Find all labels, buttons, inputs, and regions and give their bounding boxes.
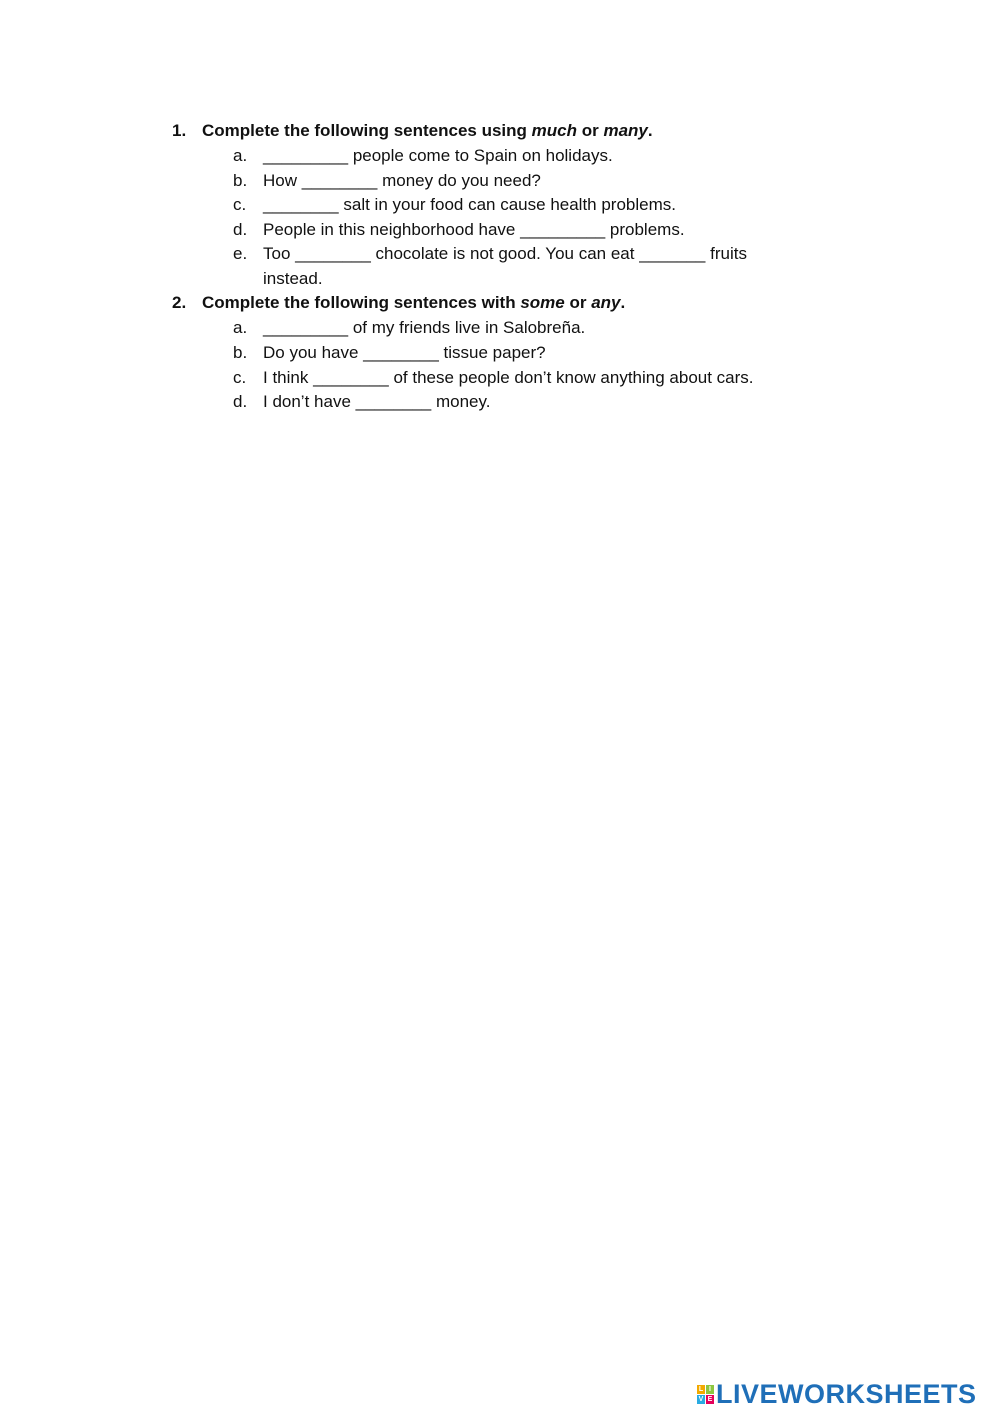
item-text: Do you have ________ tissue paper?	[263, 343, 546, 362]
liveworksheets-logo	[697, 1378, 977, 1410]
item-letter: d.	[233, 392, 248, 411]
exercise-1-item-b	[233, 169, 803, 194]
item-letter: d.	[233, 220, 248, 239]
exercise-1-item-a	[233, 144, 803, 169]
item-letter: b.	[233, 343, 248, 362]
exercise-1-connector: or	[577, 121, 604, 140]
exercise-2-word-any: any	[591, 293, 621, 312]
item-letter: c.	[233, 195, 247, 214]
exercise-1-item-c	[233, 193, 803, 218]
exercise-2-item-d	[233, 390, 803, 415]
item-text: _________ people come to Spain on holidays.	[263, 146, 613, 165]
exercise-2-prompt: Complete the following sentences with	[202, 293, 521, 312]
item-text: ________ salt in your food can cause health problems.	[263, 195, 676, 214]
item-text: Too ________ chocolate is not good. You can eat _______ fruits instead.	[263, 244, 747, 288]
liveworksheets-logo-icon	[697, 1385, 714, 1404]
item-letter: a.	[233, 318, 248, 337]
item-letter: e.	[233, 244, 248, 263]
exercise-2-number: 2.	[172, 293, 187, 312]
item-letter: c.	[233, 368, 247, 387]
exercise-1-word-much: much	[531, 121, 577, 140]
exercise-2-item-b	[233, 341, 803, 366]
item-letter: a.	[233, 146, 248, 165]
exercise-1-heading	[172, 119, 653, 143]
logo-mark-tile-e: E	[707, 1395, 713, 1403]
exercise-1-word-many: many	[603, 121, 648, 140]
item-text: People in this neighborhood have _________ problems.	[263, 220, 685, 239]
item-text: I think ________ of these people don’t know anything about cars.	[263, 368, 754, 387]
exercise-1-item-e	[233, 242, 793, 291]
exercise-2-item-c	[233, 366, 853, 391]
exercise-2-heading	[172, 291, 625, 315]
exercise-1-period: .	[647, 121, 653, 140]
exercise-1-item-d	[233, 218, 803, 243]
logo-mark-tile-l: L	[698, 1385, 704, 1393]
item-text: How ________ money do you need?	[263, 171, 541, 190]
exercise-2-item-a	[233, 316, 803, 341]
item-text: I don’t have ________ money.	[263, 392, 491, 411]
exercise-1-prompt: Complete the following sentences using	[202, 121, 532, 140]
item-text: _________ of my friends live in Salobreña.	[263, 318, 586, 337]
logo-mark-tile-i: I	[706, 1385, 714, 1394]
exercise-2-connector: or	[564, 293, 592, 312]
exercise-2-word-some: some	[520, 293, 565, 312]
liveworksheets-logo-text: LIVEWORKSHEETS	[716, 1378, 977, 1409]
exercise-1-number: 1.	[172, 121, 187, 140]
item-letter: b.	[233, 171, 248, 190]
logo-mark-tile-v: V	[698, 1395, 704, 1403]
exercise-2-period: .	[620, 293, 626, 312]
